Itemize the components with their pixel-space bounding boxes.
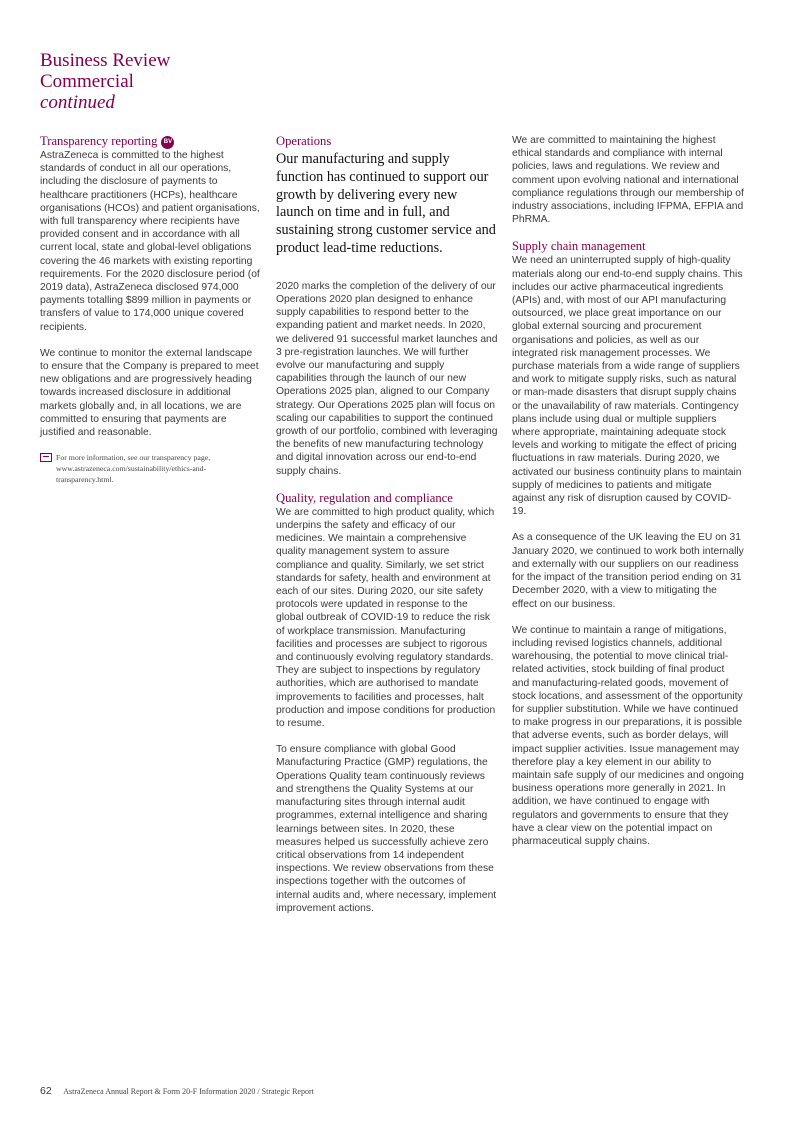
info-note[interactable]	[40, 452, 262, 485]
info-note-text: For more information, see our transparency page, www.astrazeneca.com/sustainability/ethics-and-transparency.html.	[56, 453, 211, 485]
page-number: 62	[40, 1085, 52, 1097]
operations-paragraph: 2020 marks the completion of the delivery of our Operations 2020 plan designed to enhance supply capabilities to respond better to the expanding patient and market needs. In 2020, we delivered 91 successful market launches and 3 pre-registration launches. We will further evolve our manufacturing and supply capabilities through the launch of our new Operations 2025 plan, aligned to our Company strategy. Our Operations 2025 plan will focus on scaling our capabilities to support the continued growth of our portfolio, combined with leveraging the benefits of new manufacturing technology and digital innovation across our end-to-end supply chains.	[276, 280, 498, 477]
operations-lead: Our manufacturing and supply function has continued to support our growth by delivering every new launch on time and in full, and sustaining strong customer service and product lead-time reductions.	[276, 151, 496, 256]
page-footer	[40, 1085, 314, 1097]
footer-text: AstraZeneca Annual Report & Form 20-F Information 2020 / Strategic Report	[63, 1087, 314, 1096]
quality-heading: Quality, regulation and compliance	[276, 490, 453, 505]
quality-paragraph-1: We are committed to high product quality, which underpins the safety and efficacy of our medicines. We maintain a comprehensive quality management system to assure compliance and quality. Similarly, we set strict standards for safety, health and environment at each of our sites. During 2020, our site safety protocols were updated in response to the global outbreak of COVID-19 to reduce the risk of workplace transmission. Manufacturing facilities and processes are subject to rigorous and continuously evolving regulatory standards. They are subject to inspections by regulatory authorities, which are authorised to mandate improvements to facilities and processes, halt production and impose conditions for production to resume.	[276, 506, 496, 730]
page-header	[40, 50, 170, 113]
column-right	[512, 134, 744, 861]
transparency-paragraph-1: AstraZeneca is committed to the highest standards of conduct in all our operations, including the disclosure of payments to healthcare practitioners (HCPs), healthcare organisations (HCOs) and patient organisations, with full transparency where recipients have provided consent and in accordance with all current local, state and global-level obligations covering the 46 markets with existing reporting requirements. For the 2020 disclosure period (of 2019 data), AstraZeneca disclosed 974,000 payments totalling $899 million in payments or transfers of value to 174,000 unique covered recipients.	[40, 150, 260, 333]
operations-heading: Operations	[276, 134, 332, 148]
transparency-heading-text: Transparency reporting	[40, 134, 158, 148]
quality-paragraph-2: To ensure compliance with global Good Manufacturing Practice (GMP) regulations, the Operations Quality team continuously reviews and strengthens the Quality Systems at our manufacturing sites through internal audit programmes, external intelligence and sharing learnings between sites. In 2020, these measures helped us successfully achieve zero critical observations from 14 independent inspections. We review observations from these inspections together with the outcomes of internal audits and, where necessary, implement improvement actions.	[276, 744, 497, 914]
continued-label: continued	[40, 92, 115, 113]
bv-badge: BV	[161, 136, 174, 149]
supply-chain-paragraph-2: As a consequence of the UK leaving the EU on 31 January 2020, we continued to work both internally and externally with our suppliers on our readiness for the impact of the transition period ending on 31 December 2020, with a view to mitigating the effect on our business.	[512, 532, 744, 610]
column-left	[40, 134, 262, 485]
section-title: Business Review	[40, 50, 171, 71]
supply-chain-paragraph-1: We need an uninterrupted supply of high-quality materials along our end-to-end supply chains. This includes our active pharmaceutical ingredients (APIs) and, with most of our API manufacturing outsourced, we place great importance on our global external sourcing and procurement organisations and policies, as well as our integrated risk management processes. We purchase materials from a wide range of suppliers and work to mitigate supply risks, such as natural or man-made disasters that disrupt supply chains or the unavailability of raw materials. Contingency plans include using dual or multiple suppliers where appropriate, maintaining adequate stock levels and working to mitigate the effect of pricing fluctuations in raw materials. During 2020, we activated our business continuity plans to maintain supply of medicines to patients and mitigate against any risk of disruption caused by COVID-19.	[512, 255, 743, 518]
supply-chain-heading: Supply chain management	[512, 239, 646, 254]
compliance-paragraph: We are committed to maintaining the highest ethical standards and compliance with internal policies, laws and regulations. We review and comment upon evolving national and international compliance regulations through our membership of industry associations, including IFPMA, EFPIA and PhRMA.	[512, 135, 744, 226]
supply-chain-paragraph-3: We continue to maintain a range of mitigations, including revised logistics channels, additional warehousing, the potential to move clinical trial-related activities, stock building of final product and manufacturing-related goods, movement of stock locations, and assessment of the opportunity for supplier substitution. While we have continued to make progress in our preparations, it is possible that adverse events, such as border delays, will impact supplier activities. Issue management may therefore play a key element in our ability to maintain safe supply of our medicines and ongoing business operations more generally in 2021. In addition, we have continued to engage with regulators and governments to ensure that they have a clear view on the potential impact on pharmaceutical supply chains.	[512, 624, 744, 847]
transparency-paragraph-2: We continue to monitor the external landscape to ensure that the Company is prepared to meet new obligations and are progressively heading towards increased disclosure in additional markets globally and, in all locations, we are committed to ensuring that payments are justified and reasonable.	[40, 347, 259, 439]
info-book-icon	[40, 453, 52, 462]
transparency-heading	[40, 134, 262, 149]
column-middle	[276, 134, 498, 928]
section-subtitle: Commercial	[40, 71, 134, 92]
